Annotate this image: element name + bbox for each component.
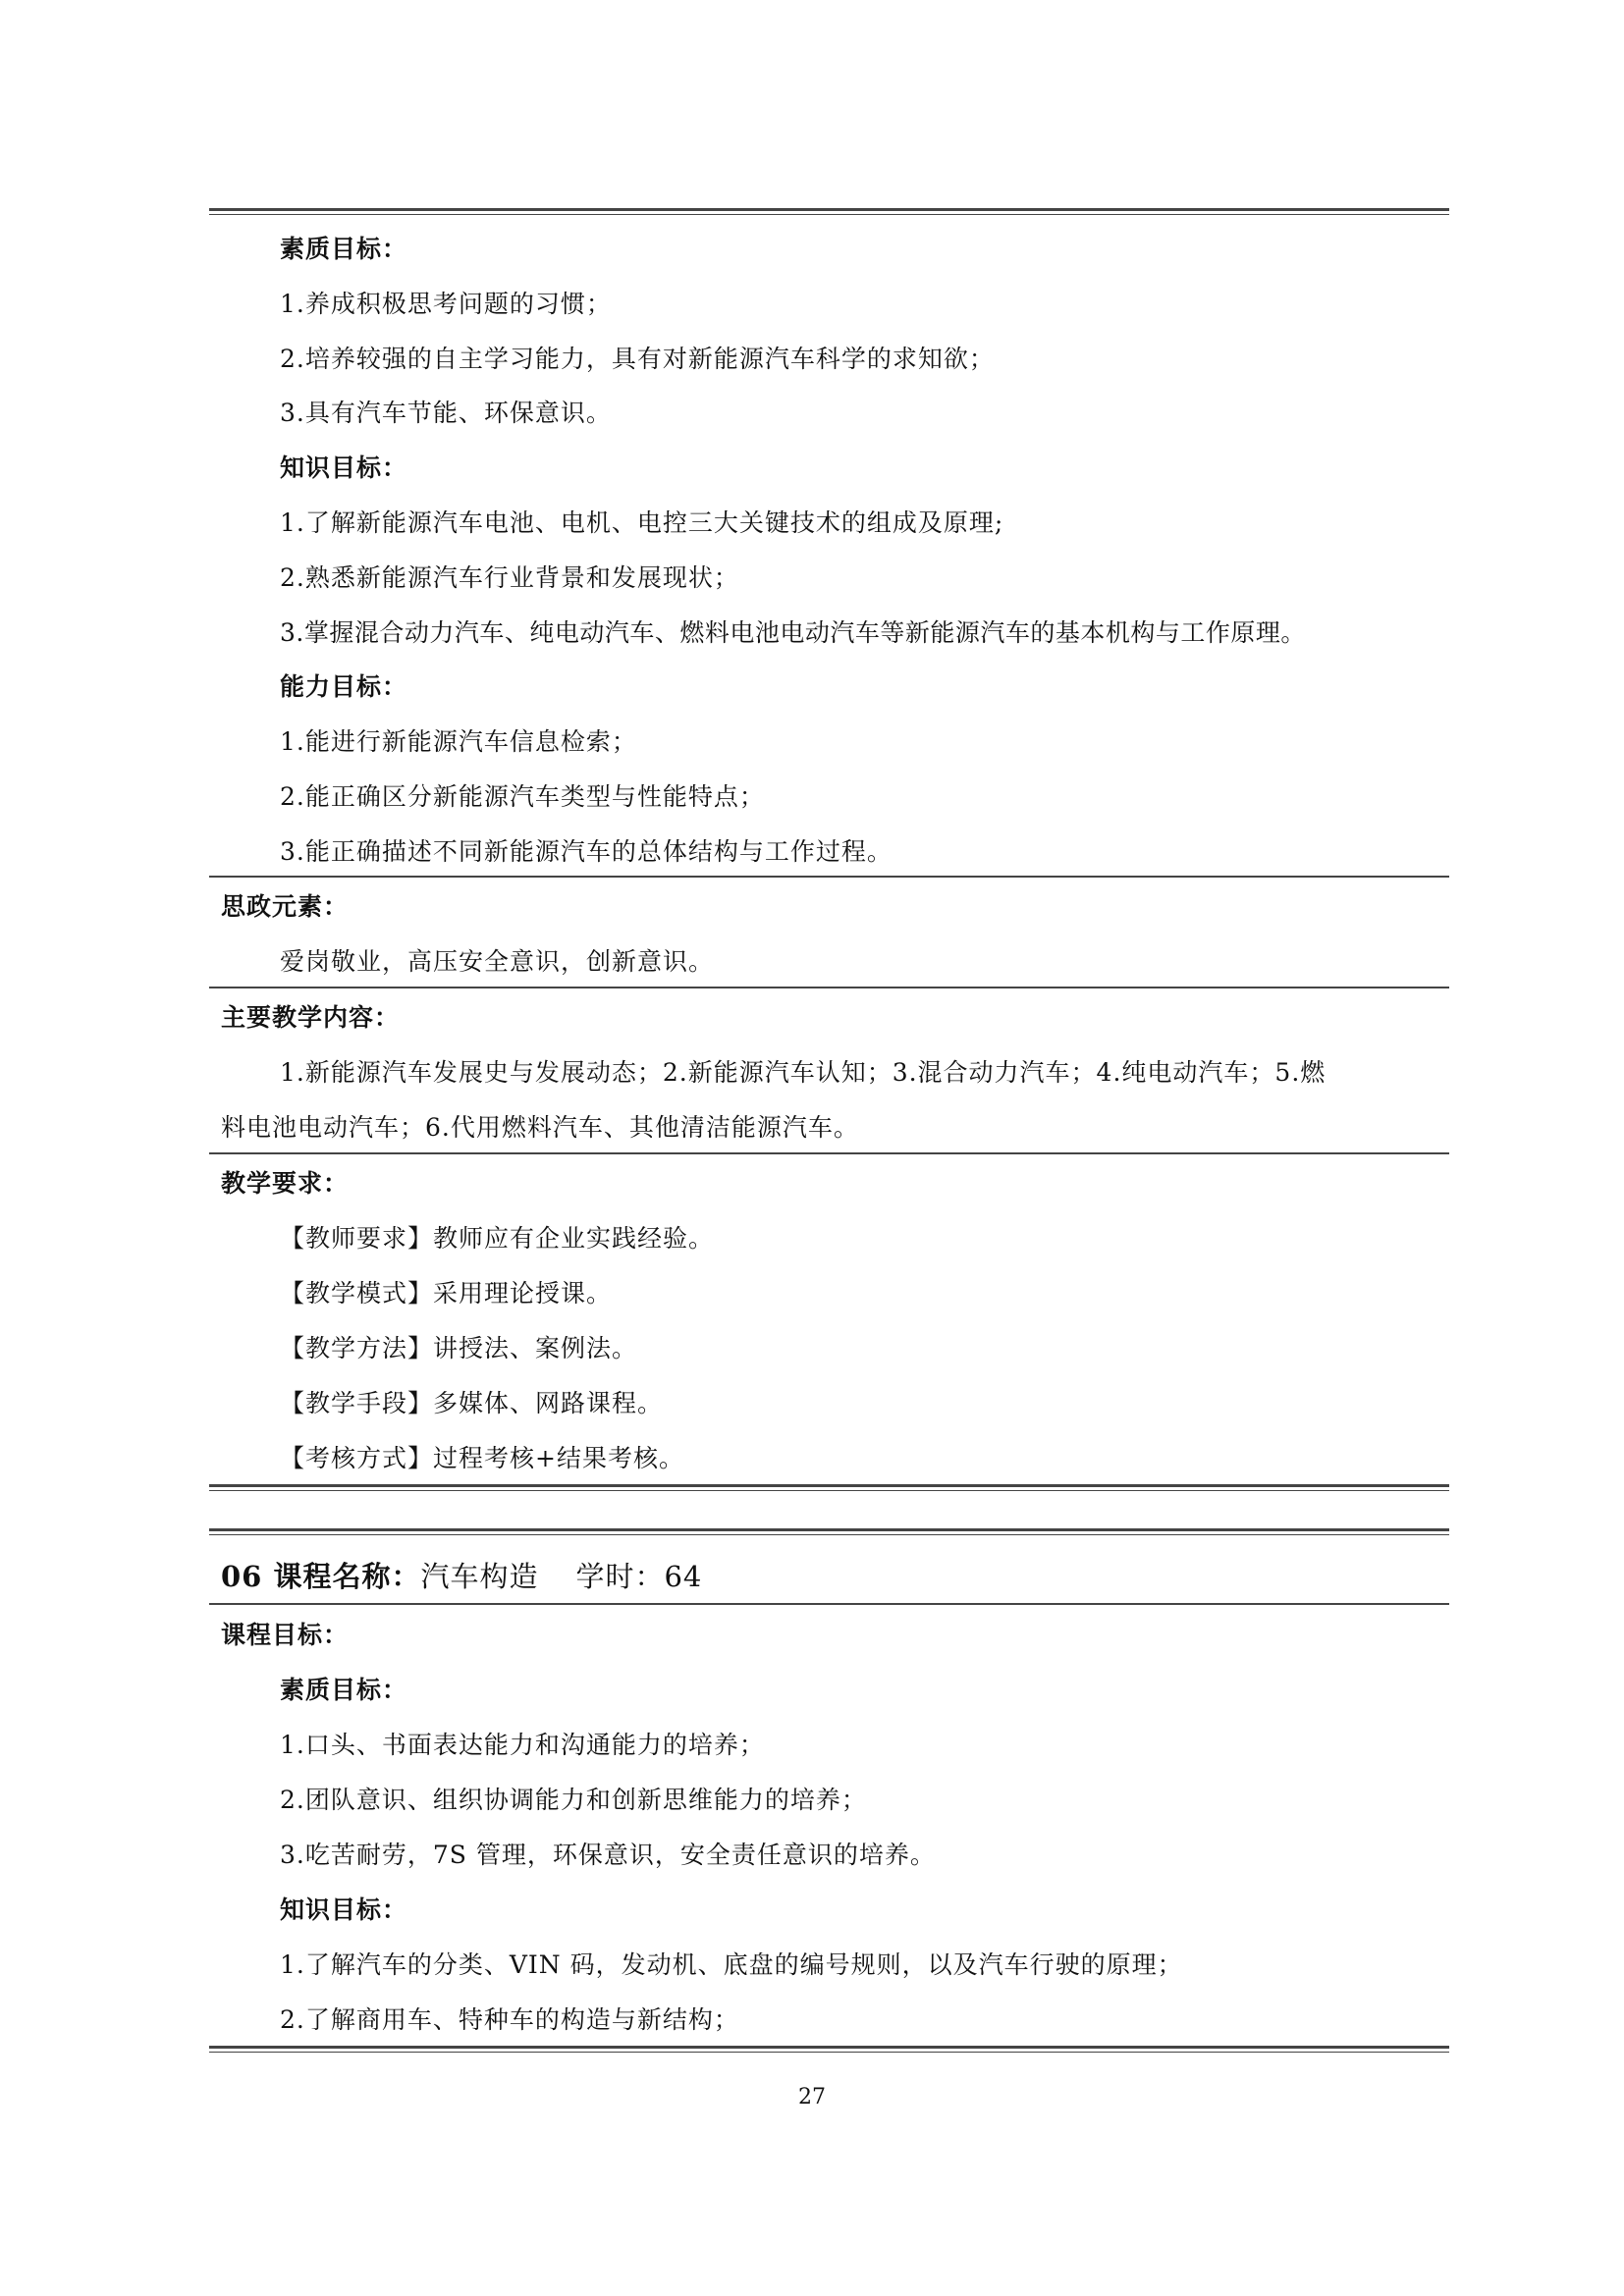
divider [209, 1603, 1449, 1605]
quality-heading: 素质目标： [280, 235, 408, 263]
knowledge-heading: 知识目标： [280, 1896, 408, 1924]
content-heading: 主要教学内容： [221, 1003, 401, 1032]
knowledge-item: 1.了解汽车的分类、VIN 码，发动机、底盘的编号规则，以及汽车行驶的原理； [280, 1950, 1183, 1979]
requirements-heading: 教学要求： [221, 1169, 350, 1198]
knowledge-item: 2.熟悉新能源汽车行业背景和发展现状； [280, 563, 739, 592]
requirement-item: 【教学方法】讲授法、案例法。 [280, 1334, 638, 1362]
quality-heading: 素质目标： [280, 1676, 408, 1704]
quality-item: 2.培养较强的自主学习能力，具有对新能源汽车科学的求知欲； [280, 345, 995, 373]
knowledge-item: 1.了解新能源汽车电池、电机、电控三大关键技术的组成及原理; [280, 508, 1004, 537]
course-title [221, 1559, 702, 1594]
quality-item: 3.吃苦耐劳，7S 管理，环保意识，安全责任意识的培养。 [280, 1841, 936, 1869]
quality-item: 2.团队意识、组织协调能力和创新思维能力的培养； [280, 1786, 867, 1814]
requirement-item: 【教师要求】教师应有企业实践经验。 [280, 1224, 715, 1253]
requirement-item: 【教学手段】多媒体、网路课程。 [280, 1389, 664, 1417]
ideology-text: 爱岗敬业，高压安全意识，创新意识。 [280, 947, 715, 976]
knowledge-item: 3.掌握混合动力汽车、纯电动汽车、燃料电池电动汽车等新能源汽车的基本机构与工作原理。 [280, 618, 1306, 647]
knowledge-heading: 知识目标： [280, 454, 408, 482]
section-bottom-rule [209, 1484, 1449, 1491]
course-hours: 学时：64 [575, 1560, 703, 1593]
quality-item: 1.口头、书面表达能力和沟通能力的培养； [280, 1731, 765, 1759]
requirement-item: 【教学模式】采用理论授课。 [280, 1279, 613, 1308]
divider [209, 1152, 1449, 1154]
quality-item: 3.具有汽车节能、环保意识。 [280, 399, 612, 427]
divider [209, 987, 1449, 988]
content-text: 1.新能源汽车发展史与发展动态；2.新能源汽车认知；3.混合动力汽车；4.纯电动汽车；5.燃 [280, 1058, 1326, 1087]
content-text: 料电池电动汽车；6.代用燃料汽车、其他清洁能源汽车。 [221, 1113, 859, 1142]
divider [209, 876, 1449, 878]
course-name: 汽车构造 [420, 1560, 539, 1593]
quality-item: 1.养成积极思考问题的习惯； [280, 290, 612, 318]
course-name-label: 06 课程名称： [221, 1560, 421, 1593]
ability-item: 1.能进行新能源汽车信息检索； [280, 727, 637, 756]
section-top-rule [209, 208, 1449, 215]
knowledge-item: 2.了解商用车、特种车的构造与新结构； [280, 2005, 739, 2034]
section-top-rule [209, 1528, 1449, 1535]
ability-item: 2.能正确区分新能源汽车类型与性能特点； [280, 782, 765, 811]
ability-item: 3.能正确描述不同新能源汽车的总体结构与工作过程。 [280, 837, 893, 866]
page-bottom-rule [209, 2046, 1449, 2053]
ideology-heading: 思政元素： [221, 892, 350, 921]
requirement-item: 【考核方式】过程考核+结果考核。 [280, 1444, 684, 1472]
goals-heading: 课程目标： [221, 1621, 350, 1649]
page-number: 27 [798, 2085, 826, 2109]
ability-heading: 能力目标： [280, 672, 408, 701]
